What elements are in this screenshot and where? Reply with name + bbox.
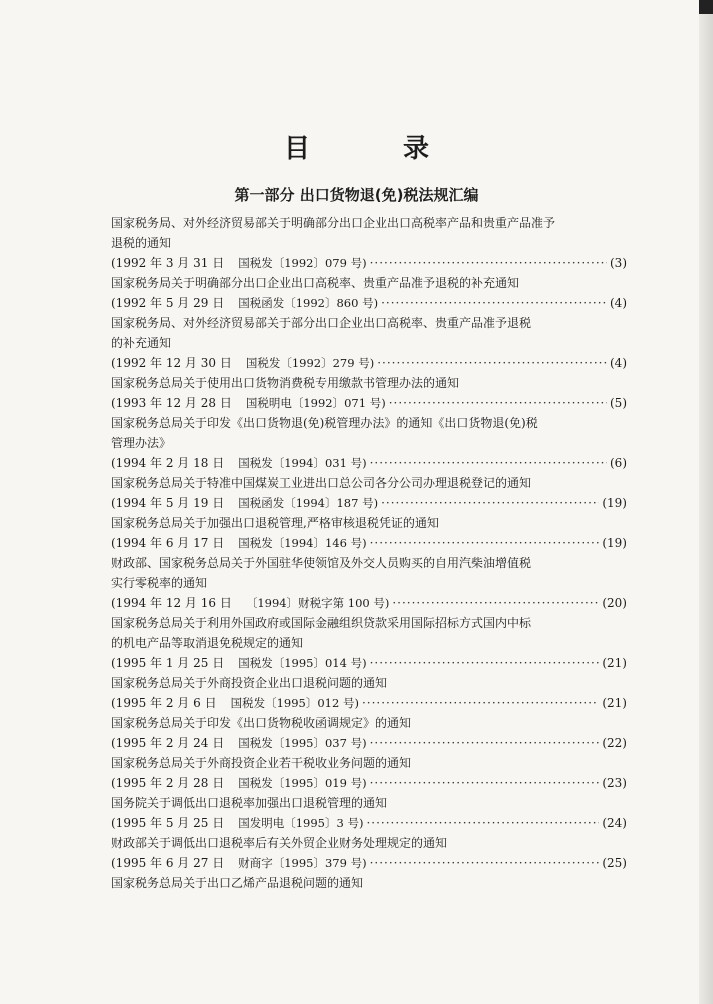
- part-title: 第一部分 出口货物退(免)税法规汇编: [234, 186, 479, 204]
- toc-entry[interactable]: [111, 613, 627, 673]
- toc-entry-reference: [111, 593, 627, 613]
- toc-entry-reference: [111, 533, 627, 553]
- toc-entry-reference: [111, 813, 627, 833]
- toc-entry-date: (1994 年 6 月 17 日: [111, 536, 225, 550]
- toc-entry-date: (1993 年 12 月 28 日: [111, 396, 232, 410]
- toc-entry-title: 国家税务总局关于外商投资企业若干税收业务问题的通知: [111, 756, 412, 770]
- toc-entry-document-number: 〔1994〕财税字第 100 号): [245, 596, 390, 610]
- toc-entry-document-number: 国税明电〔1992〕071 号): [245, 396, 386, 410]
- toc-entry[interactable]: [111, 473, 627, 513]
- toc-entry-title: 财政部关于调低出口退税率后有关外贸企业财务处理规定的通知: [111, 836, 448, 850]
- dot-leader: [381, 293, 607, 313]
- toc-entry-page-number: (22): [602, 736, 627, 750]
- toc-entry-title: 国家税务局、对外经济贸易部关于明确部分出口企业出口高税率产品和贵重产品准予: [111, 216, 556, 230]
- toc-entry-title: 国家税务总局关于利用外国政府或国际金融组织贷款采用国际招标方式国内中标: [111, 616, 532, 630]
- toc-entry-reference: [111, 853, 627, 873]
- toc-entry-page-number: (19): [602, 496, 627, 510]
- toc-entry-title: 国家税务总局关于特准中国煤炭工业进出口总公司各分公司办理退税登记的通知: [111, 476, 532, 490]
- toc-entry-title: 实行零税率的通知: [111, 576, 208, 590]
- toc-entry-date: (1994 年 2 月 18 日: [111, 456, 225, 470]
- toc-entry-page-number: (20): [602, 596, 627, 610]
- toc-entry-title: 国务院关于调低出口退税率加强出口退税管理的通知: [111, 796, 388, 810]
- toc-entry[interactable]: [111, 373, 627, 413]
- toc-entry-title: 国家税务总局关于外商投资企业出口退税问题的通知: [111, 676, 388, 690]
- toc-entry-reference: [111, 653, 627, 673]
- toc-entry-title: 国家税务总局关于印发《出口货物税收函调规定》的通知: [111, 716, 412, 730]
- toc-entry-reference: [111, 293, 627, 313]
- toc-entry-title[interactable]: 国家税务总局关于出口乙烯产品退税问题的通知: [111, 876, 364, 890]
- toc-entry-reference: [111, 493, 627, 513]
- toc-entry-title: 国家税务局、对外经济贸易部关于部分出口企业出口高税率、贵重产品准予退税: [111, 316, 532, 330]
- toc-entry-document-number: 财商字〔1995〕379 号): [238, 856, 367, 870]
- toc-entry[interactable]: [111, 793, 627, 833]
- dot-leader: [370, 533, 600, 553]
- toc-entry-date: (1992 年 5 月 29 日: [111, 296, 225, 310]
- toc-entry-title: 国家税务总局关于使用出口货物消费税专用缴款书管理办法的通知: [111, 376, 460, 390]
- toc-entry-date: (1992 年 12 月 30 日: [111, 356, 232, 370]
- toc-entry-document-number: 国税发〔1992〕079 号): [238, 256, 367, 270]
- toc-entry-document-number: 国税发〔1992〕279 号): [245, 356, 375, 370]
- toc-entry[interactable]: [111, 713, 627, 753]
- toc-entry-reference: [111, 693, 627, 713]
- dot-leader: [389, 393, 607, 413]
- toc-entry-title: 管理办法》: [111, 436, 172, 450]
- dot-leader: [370, 733, 600, 753]
- toc-entry-date: (1995 年 5 月 25 日: [111, 816, 225, 830]
- toc-entry-document-number: 国税发〔1995〕037 号): [238, 736, 367, 750]
- toc-entry[interactable]: [111, 213, 627, 273]
- toc-entry-reference: [111, 393, 627, 413]
- toc-entry-date: (1995 年 2 月 24 日: [111, 736, 225, 750]
- toc-entry[interactable]: [111, 313, 627, 373]
- dot-leader: [370, 253, 607, 273]
- toc-entry-date: (1992 年 3 月 31 日: [111, 256, 225, 270]
- toc-entry-title: 国家税务总局关于加强出口退税管理,严格审核退税凭证的通知: [111, 516, 439, 530]
- page-title: 目 录: [283, 134, 472, 164]
- toc-entry-page-number: (23): [602, 776, 627, 790]
- toc-entry-document-number: 国税发〔1995〕012 号): [230, 696, 359, 710]
- toc-entry-document-number: 国税函发〔1992〕860 号): [238, 296, 379, 310]
- toc-entry-page-number: (25): [602, 856, 627, 870]
- toc-entry-page-number: (21): [602, 696, 627, 710]
- dot-leader: [377, 353, 607, 373]
- toc-entry-date: (1994 年 5 月 19 日: [111, 496, 225, 510]
- dot-leader: [370, 773, 600, 793]
- toc-entry[interactable]: [111, 413, 627, 473]
- dot-leader: [362, 693, 599, 713]
- toc-entry-title: 退税的通知: [111, 236, 172, 250]
- toc-entry-title: 国家税务局关于明确部分出口企业出口高税率、贵重产品准予退税的补充通知: [111, 276, 520, 290]
- toc-entry-date: (1994 年 12 月 16 日: [111, 596, 232, 610]
- toc-entry[interactable]: [111, 673, 627, 713]
- toc-entry-title: 国家税务总局关于印发《出口货物退(免)税管理办法》的通知《出口货物退(免)税: [111, 416, 538, 430]
- toc-entry[interactable]: [111, 513, 627, 553]
- table-of-contents: [111, 213, 627, 893]
- toc-entry-reference: [111, 773, 627, 793]
- toc-entry-page-number: (3): [610, 256, 627, 270]
- toc-entry-title: 财政部、国家税务总局关于外国驻华使领馆及外交人员购买的自用汽柴油增值税: [111, 556, 532, 570]
- toc-entry[interactable]: [111, 553, 627, 613]
- toc-entry-page-number: (5): [610, 396, 627, 410]
- toc-entry-date: (1995 年 1 月 25 日: [111, 656, 225, 670]
- toc-entry-document-number: 国税发〔1994〕146 号): [238, 536, 367, 550]
- corner-mark: [699, 0, 713, 14]
- dot-leader: [392, 593, 599, 613]
- toc-entry-title: 的机电产品等取消退免税规定的通知: [111, 636, 304, 650]
- toc-entry-date: (1995 年 2 月 28 日: [111, 776, 225, 790]
- toc-entry-page-number: (21): [602, 656, 627, 670]
- toc-entry-date: (1995 年 2 月 6 日: [111, 696, 217, 710]
- toc-entry-title: 的补充通知: [111, 336, 172, 350]
- toc-entry[interactable]: [111, 833, 627, 873]
- toc-entry-page-number: (6): [610, 456, 627, 470]
- dot-leader: [381, 493, 599, 513]
- toc-entry-page-number: (4): [610, 296, 627, 310]
- toc-entry-reference: [111, 353, 627, 373]
- page-edge: [699, 0, 713, 1004]
- toc-entry-page-number: (24): [602, 816, 627, 830]
- toc-entry-reference: [111, 733, 627, 753]
- toc-entry-document-number: 国税发〔1995〕014 号): [238, 656, 367, 670]
- dot-leader: [370, 653, 600, 673]
- toc-entry-date: (1995 年 6 月 27 日: [111, 856, 225, 870]
- toc-entry-page-number: (19): [602, 536, 627, 550]
- toc-entry-reference: [111, 253, 627, 273]
- toc-entry[interactable]: [111, 273, 627, 313]
- dot-leader: [370, 853, 600, 873]
- toc-entry-document-number: 国发明电〔1995〕3 号): [238, 816, 364, 830]
- toc-entry[interactable]: [111, 753, 627, 793]
- toc-entry-page-number: (4): [610, 356, 627, 370]
- toc-entry-document-number: 国税函发〔1994〕187 号): [238, 496, 379, 510]
- toc-entry-document-number: 国税发〔1995〕019 号): [238, 776, 367, 790]
- dot-leader: [370, 453, 607, 473]
- toc-entry-reference: [111, 453, 627, 473]
- dot-leader: [366, 813, 599, 833]
- toc-entry-document-number: 国税发〔1994〕031 号): [238, 456, 367, 470]
